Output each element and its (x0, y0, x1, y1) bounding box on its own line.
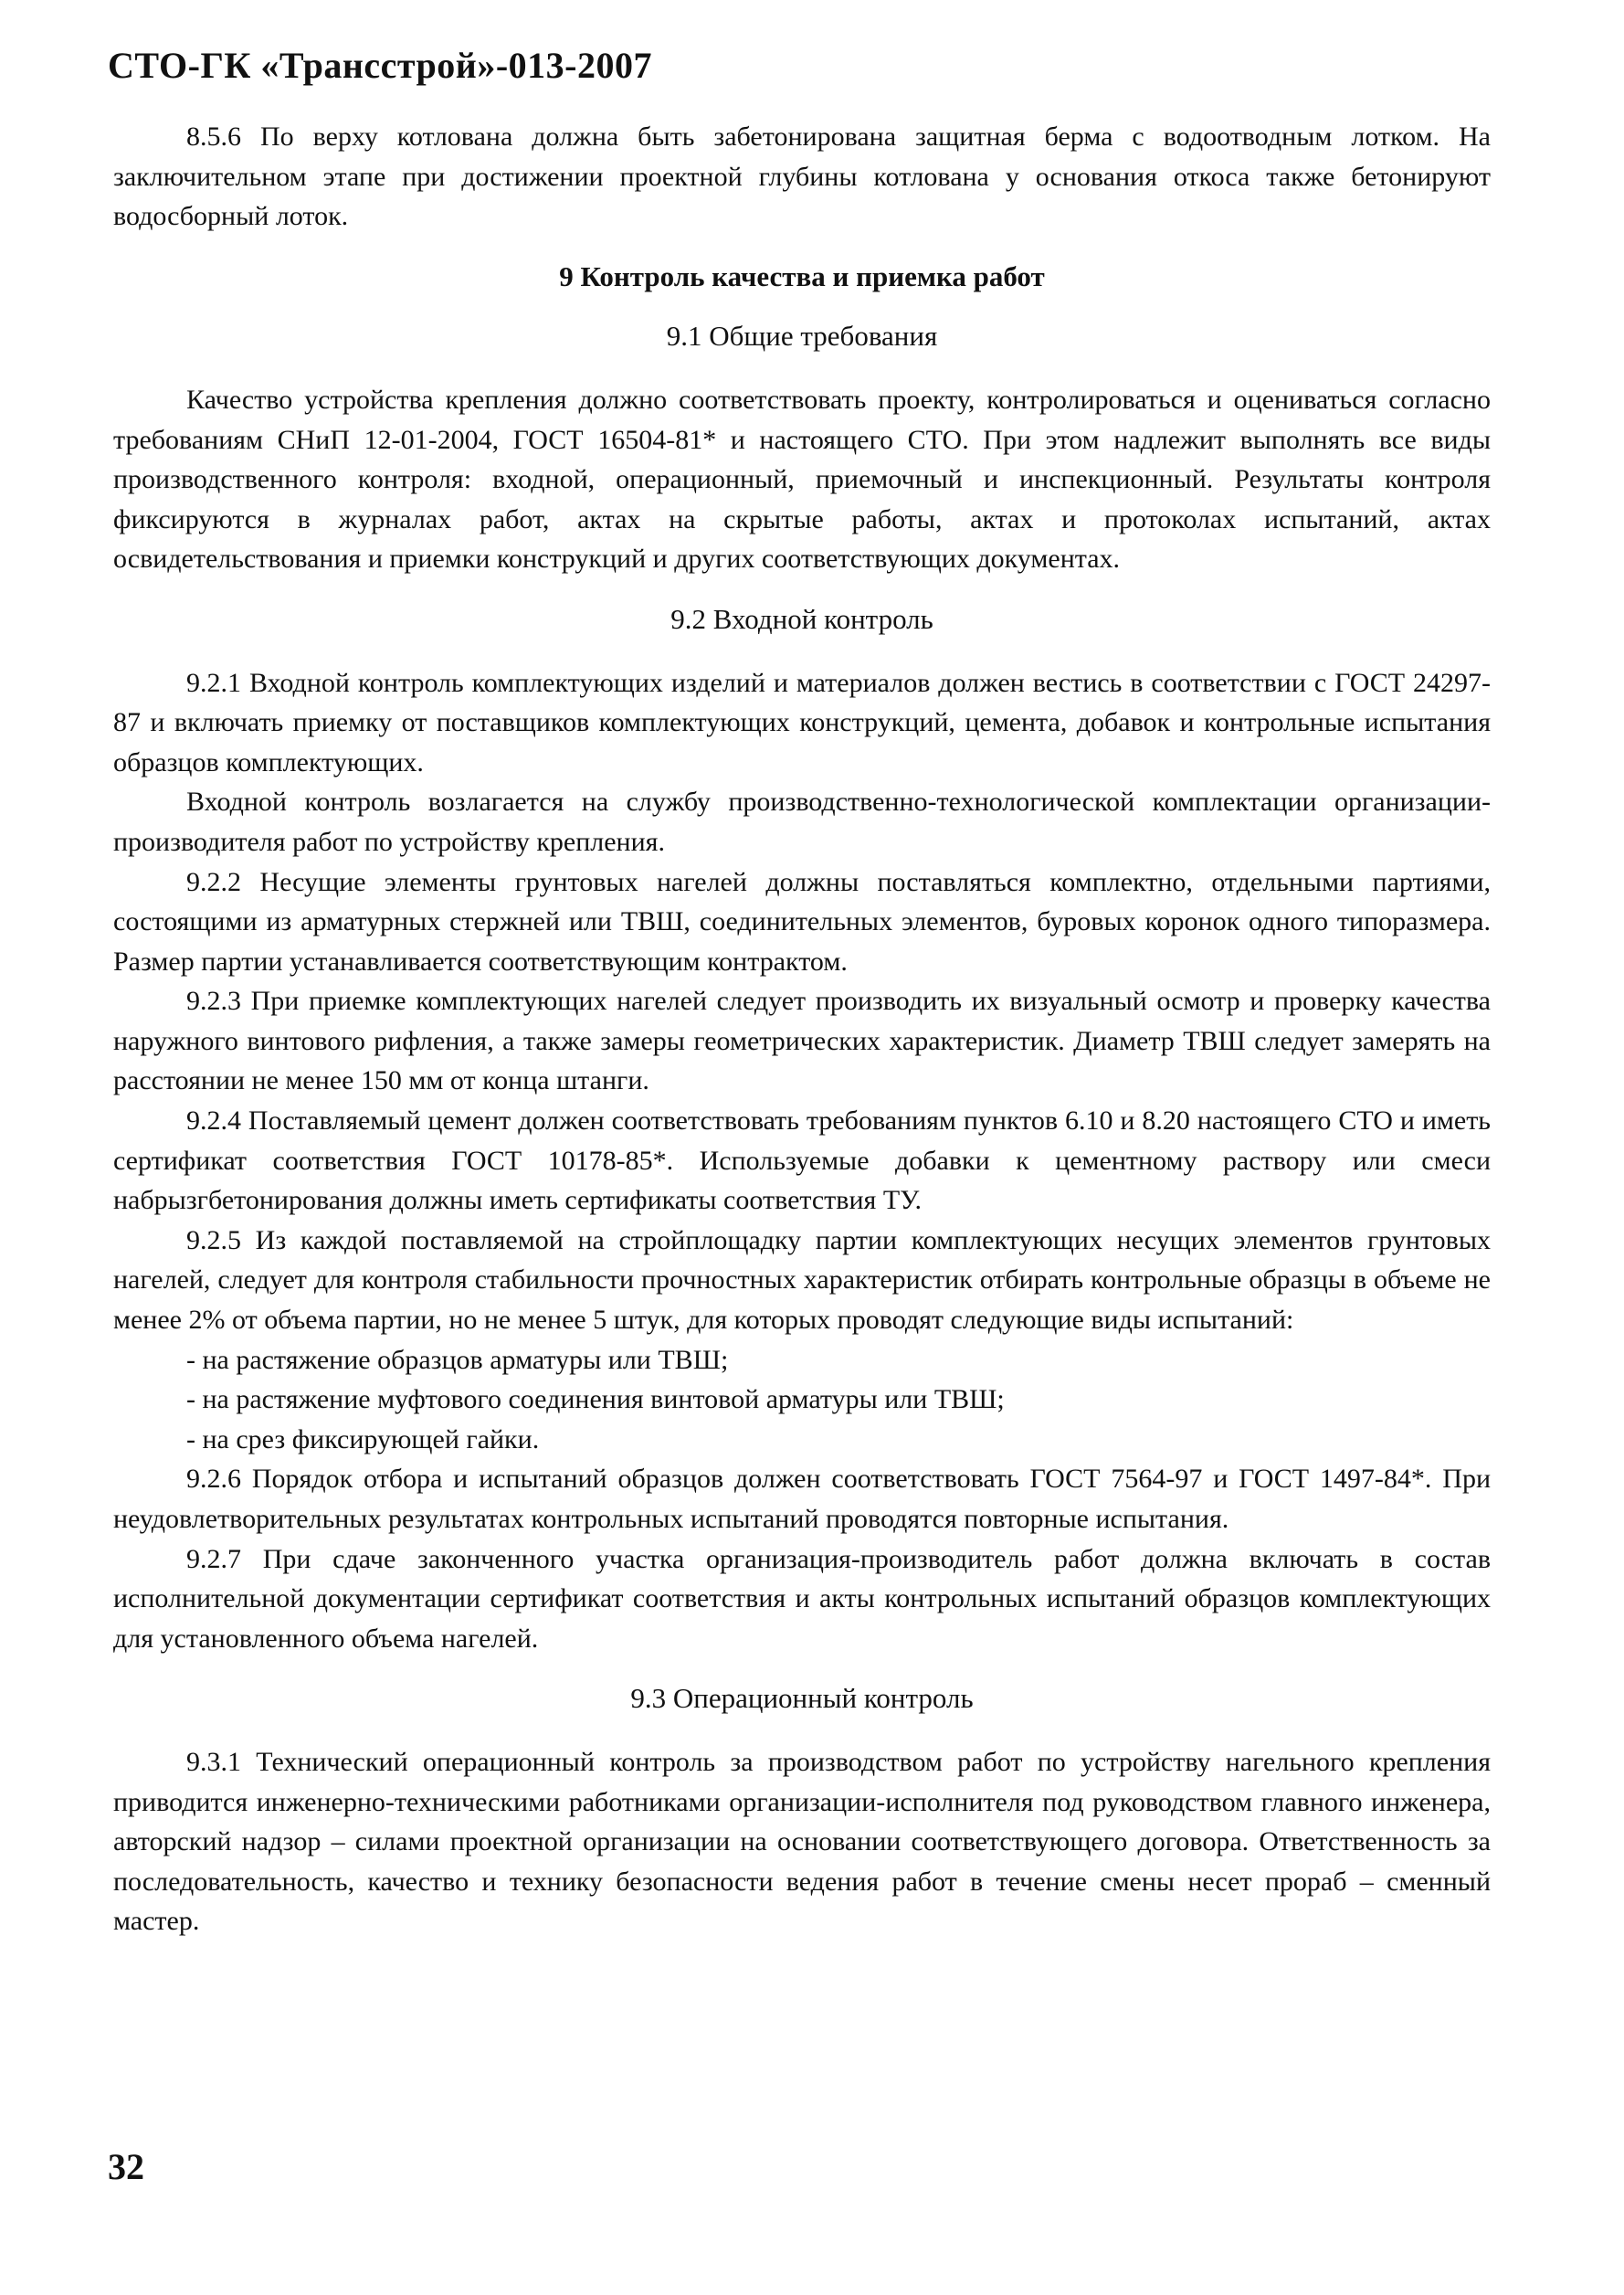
subsection-9-3-heading: 9.3 Операционный контроль (630, 1682, 974, 1715)
paragraph-9-2-4: 9.2.4 Поставляемый цемент должен соответствовать требованиям пунктов 6.10 и 8.20 настоящего СТО и иметь сертификат соответствия ГОСТ 10178-85*. Используемые добавки к цементному раствору или смеси набрызгбетонирования должны иметь сертификаты соответствия ТУ. (113, 1105, 1491, 1216)
document-header: СТО-ГК «Трансстрой»-013-2007 (108, 45, 652, 86)
paragraph-9-2-6: 9.2.6 Порядок отбора и испытаний образцов должен соответствовать ГОСТ 7564-97 и ГОСТ 1497-84*. При неудовлетворительных результатах контрольных испытаний проводятся повторные испытания. (113, 1464, 1491, 1534)
paragraph-9-3-1: 9.3.1 Технический операционный контроль за производством работ по устройству нагельного крепления приводится инженерно-техническими работниками организации-исполнителя под руководством главного инженера, авторский надзор – силами проектной организации на основании соответствующего договора. Ответственность за последовательность, качество и технику безопасности ведения работ в течение смены несет прораб – сменный мастер. (113, 1746, 1491, 1937)
list-item: - на растяжение муфтового соединения винтовой арматуры или ТВШ; (186, 1384, 1005, 1415)
paragraph-9-2-3: 9.2.3 При приемке комплектующих нагелей следует производить их визуальный осмотр и проверку качества наружного винтового рифления, а также замеры геометрических характеристик. Диаметр ТВШ следует замерять на расстоянии не менее 150 мм от конца штанги. (113, 986, 1491, 1096)
paragraph-9-2-1: 9.2.1 Входной контроль комплектующих изделий и материалов должен вестись в соответствии с ГОСТ 24297-87 и включать приемку от поставщиков комплектующих конструкций, цемента, добавок и контрольные испытания образцов комплектующих. (113, 667, 1491, 777)
paragraph-9-1: Качество устройства крепления должно соответствовать проекту, контролироваться и оцениваться согласно требованиям СНиП 12-01-2004, ГОСТ 16504-81* и настоящего СТО. При этом надлежит выполнять все виды производственного контроля: входной, операционный, приемочный и инспекционный. Результаты контроля фиксируются в журналах работ, актах на скрытые работы, актах и протоколах испытаний, актах освидетельствования и приемки конструкций и других соответствующих документах. (113, 384, 1491, 575)
page-number: 32 (108, 2146, 144, 2187)
subsection-9-2-heading: 9.2 Входной контроль (670, 602, 933, 635)
body-text (113, 117, 1491, 1941)
paragraph-9-2-2: 9.2.2 Несущие элементы грунтовых нагелей должны поставляться комплектно, отдельными партиями, состоящими из арматурных стержней или ТВШ, соединительных элементов, буровых коронок одного типоразмера. Размер партии устанавливается соответствующим контрактом. (113, 866, 1491, 977)
paragraph-8-5-6: 8.5.6 По верху котлована должна быть забетонирована защитная берма с водоотводным лотком. На заключительном этапе при достижении проектной глубины котлована у основания откоса также бетонируют водосборный лоток. (113, 122, 1491, 232)
section-9-heading: 9 Контроль качества и приемка работ (559, 259, 1045, 292)
list-item: - на срез фиксирующей гайки. (186, 1423, 540, 1454)
paragraph-9-2-1-b: Входной контроль возлагается на службу производственно-технологической комплектации организации-производителя работ по устройству крепления. (113, 787, 1491, 857)
subsection-9-1-heading: 9.1 Общие требования (666, 320, 938, 353)
paragraph-9-2-5: 9.2.5 Из каждой поставляемой на стройплощадку партии комплектующих несущих элементов грунтовых нагелей, следует для контроля стабильности прочностных характеристик отбирать контрольные образцы в объеме не менее 2% от объема партии, но не менее 5 штук, для которых проводят следующие виды испытаний: (113, 1224, 1491, 1336)
paragraph-9-2-7: 9.2.7 При сдаче законченного участка организация-производитель работ должна включать в состав исполнительной документации сертификат соответствия и акты контрольных испытаний образцов комплектующих для установленного объема нагелей. (113, 1543, 1491, 1654)
list-item: - на растяжение образцов арматуры или ТВШ; (186, 1344, 729, 1375)
